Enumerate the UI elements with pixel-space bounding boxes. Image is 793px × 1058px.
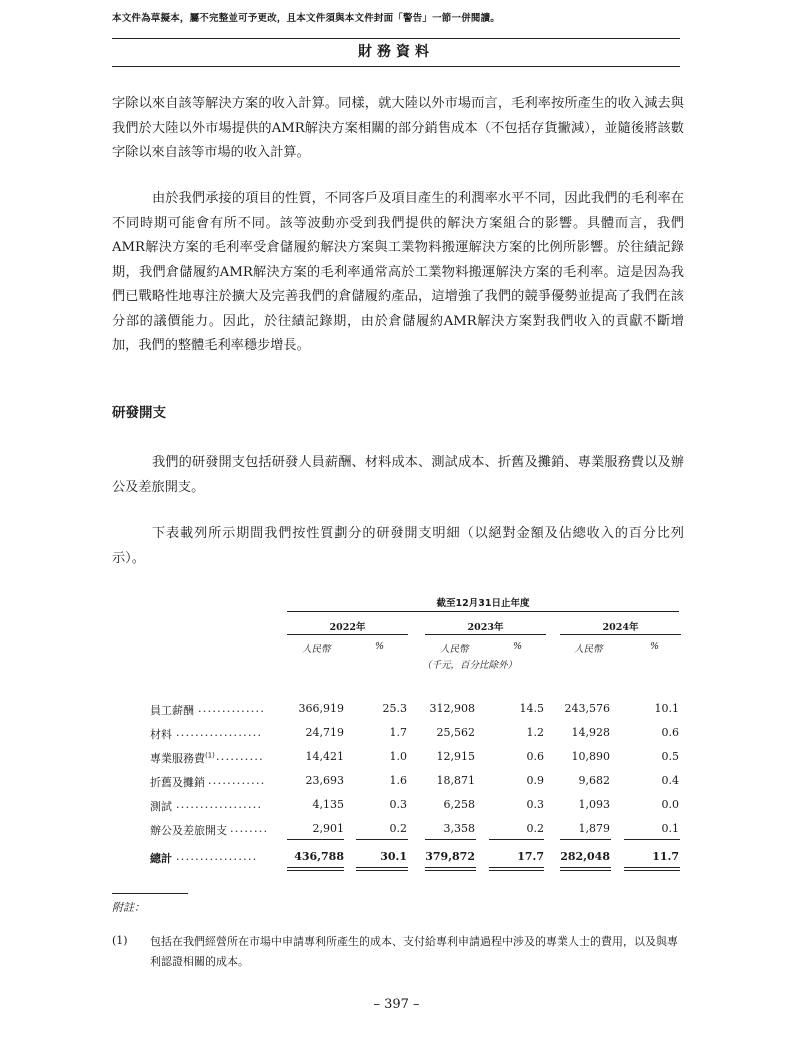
total-rule [356,870,408,871]
cell-value: 9,682 [578,774,610,787]
leader-dots: ................. [176,850,258,863]
column-header-rmb: 人民幣 [440,644,469,655]
cell-pct: 0.3 [389,798,407,811]
paragraph-table-intro: 下表載列所示期間我們按性質劃分的研發開支明細（以絕對金額及佔總收入的百分比列示）。 [112,526,684,566]
subtotal-rule [287,839,344,840]
footnote-text: 包括在我們經營所在市場中申請專利所產生的成本、支付給專利申請過程中涉及的專業人士的費用，以及與專利認證相關的成本。 [150,935,678,968]
subtotal-rule [489,839,544,840]
leader-dots: .................. [176,798,263,811]
cell-value: 4,135 [312,798,344,811]
paragraph-rnd-components: 我們的研發開支包括研發人員薪酬、材料成本、測試成本、折舊及攤銷、專業服務費以及辦公及差旅開支。 [112,455,684,495]
cell-value: 366,919 [298,702,344,715]
page-number: – 397 – [373,997,420,1012]
cell-value: 1,879 [578,822,610,835]
total-label: 總計 [150,852,172,865]
row-label: 辦公及差旅開支 [150,824,227,837]
year-2023-header: 2023年 [467,622,504,633]
total-rule [560,870,611,871]
subtotal-rule [624,839,680,840]
total-rule [287,870,344,871]
footnote-title: 附註： [112,901,145,914]
year-rule [287,634,408,635]
cell-pct: 0.9 [526,774,544,787]
total-rule [560,867,611,868]
section-title: 財務資料 [112,38,680,67]
footnote-rule [112,893,188,894]
total-value: 282,048 [560,850,610,863]
total-pct: 30.1 [380,850,407,863]
total-pct: 11.7 [652,850,679,863]
cell-pct: 25.3 [382,702,407,715]
cell-pct: 0.6 [661,726,679,739]
year-2022-header: 2022年 [329,622,366,633]
paragraph-gross-margin-calc: 字除以來自該等解決方案的收入計算。同樣，就大陸以外市場而言，毛利率按所產生的收入減去與我們於大陸以外市場提供的AMR解決方案相關的部分銷售成本（不包括存貨撇減），並隨後將該數字除以來自該等市場的收入計算。 [112,96,684,160]
cell-value: 1,093 [578,798,610,811]
leader-dots: .......... [216,750,264,763]
cell-pct: 10.1 [654,702,679,715]
total-pct: 17.7 [517,850,544,863]
cell-value: 14,421 [305,750,344,763]
cell-value: 2,901 [312,822,344,835]
cell-pct: 0.5 [661,750,679,763]
table-period-header: 截至12月31日止年度 [436,598,530,609]
total-rule [489,870,544,871]
table-row [0,774,793,794]
total-rule [356,867,408,868]
subtotal-rule [425,839,476,840]
leader-dots: ........ [230,822,269,835]
total-value: 379,872 [425,850,475,863]
cell-value: 10,890 [571,750,610,763]
cell-pct: 1.0 [389,750,407,763]
table-row [0,750,793,770]
cell-value: 312,908 [429,702,475,715]
cell-value: 14,928 [571,726,610,739]
total-rule [425,870,476,871]
row-label: 測試 [150,800,172,813]
table-row [0,702,793,722]
cell-value: 6,258 [443,798,475,811]
subtotal-rule [560,839,611,840]
cell-value: 18,871 [436,774,475,787]
draft-warning: 本文件為草擬本，屬不完整並可予更改，且本文件須與本文件封面「警告」一節一併閱讀。 [112,13,501,24]
total-rule [624,867,680,868]
row-label: 員工薪酬 [150,704,194,717]
cell-pct: 0.2 [526,822,544,835]
cell-value: 23,693 [305,774,344,787]
cell-pct: 14.5 [519,702,544,715]
cell-value: 243,576 [564,702,610,715]
cell-pct: 1.6 [389,774,407,787]
table-row [0,726,793,746]
year-rule [560,634,681,635]
row-label: 材料 [150,728,172,741]
cell-pct: 1.2 [526,726,544,739]
total-rule [287,867,344,868]
column-header-rmb: 人民幣 [302,644,331,655]
unit-note: （千元，百分比除外） [422,660,518,671]
cell-value: 24,719 [305,726,344,739]
column-header-pct: % [375,641,385,652]
total-value: 436,788 [294,850,344,863]
column-header-rmb: 人民幣 [574,644,603,655]
table-row [0,798,793,818]
footnote-mark: (1) [112,934,128,947]
paragraph-gross-margin-variation: 由於我們承接的項目的性質，不同客戶及項目產生的利潤率水平不同，因此我們的毛利率在不同時期可能會有所不同。該等波動亦受到我們提供的解決方案組合的影響。具體而言，我們AMR解決方案的毛利率受倉儲履約解決方案與工業物料搬運解決方案的比例所影響。於往績記錄期，我們倉儲履約AMR解決方案的毛利率通常高於工業物料搬運解決方案的毛利率。這是因為我們已戰略性地專注於擴大及完善我們的倉儲履約產品，這增強了我們的競爭優勢並提高了我們在該分部的議價能力。因此，於往績記錄期，由於倉儲履約AMR解決方案對我們收入的貢獻不斷增加，我們的整體毛利率穩步增長。 [112,191,684,353]
leader-dots: .............. [198,702,266,715]
cell-pct: 0.4 [661,774,679,787]
cell-pct: 1.7 [389,726,407,739]
cell-value: 12,915 [436,750,475,763]
column-header-pct: % [513,641,523,652]
total-rule [624,870,680,871]
cell-pct: 0.1 [661,822,679,835]
year-2024-header: 2024年 [602,622,639,633]
cell-value: 25,562 [436,726,475,739]
subheading-rnd-expenses: 研發開支 [112,405,166,421]
total-rule [489,867,544,868]
cell-pct: 0.6 [526,750,544,763]
total-rule [425,867,476,868]
footnote-ref: (1) [205,751,215,760]
row-label: 折舊及攤銷 [150,776,205,789]
leader-dots: .................. [176,726,263,739]
row-label: 專業服務費$^{(1)}$ [150,751,215,765]
cell-pct: 0.0 [661,798,679,811]
cell-pct: 0.2 [389,822,407,835]
column-header-pct: % [650,641,660,652]
table-rule [287,611,679,612]
year-rule [425,634,546,635]
cell-pct: 0.3 [526,798,544,811]
subtotal-rule [356,839,408,840]
cell-value: 3,358 [443,822,475,835]
leader-dots: ............ [208,774,266,787]
